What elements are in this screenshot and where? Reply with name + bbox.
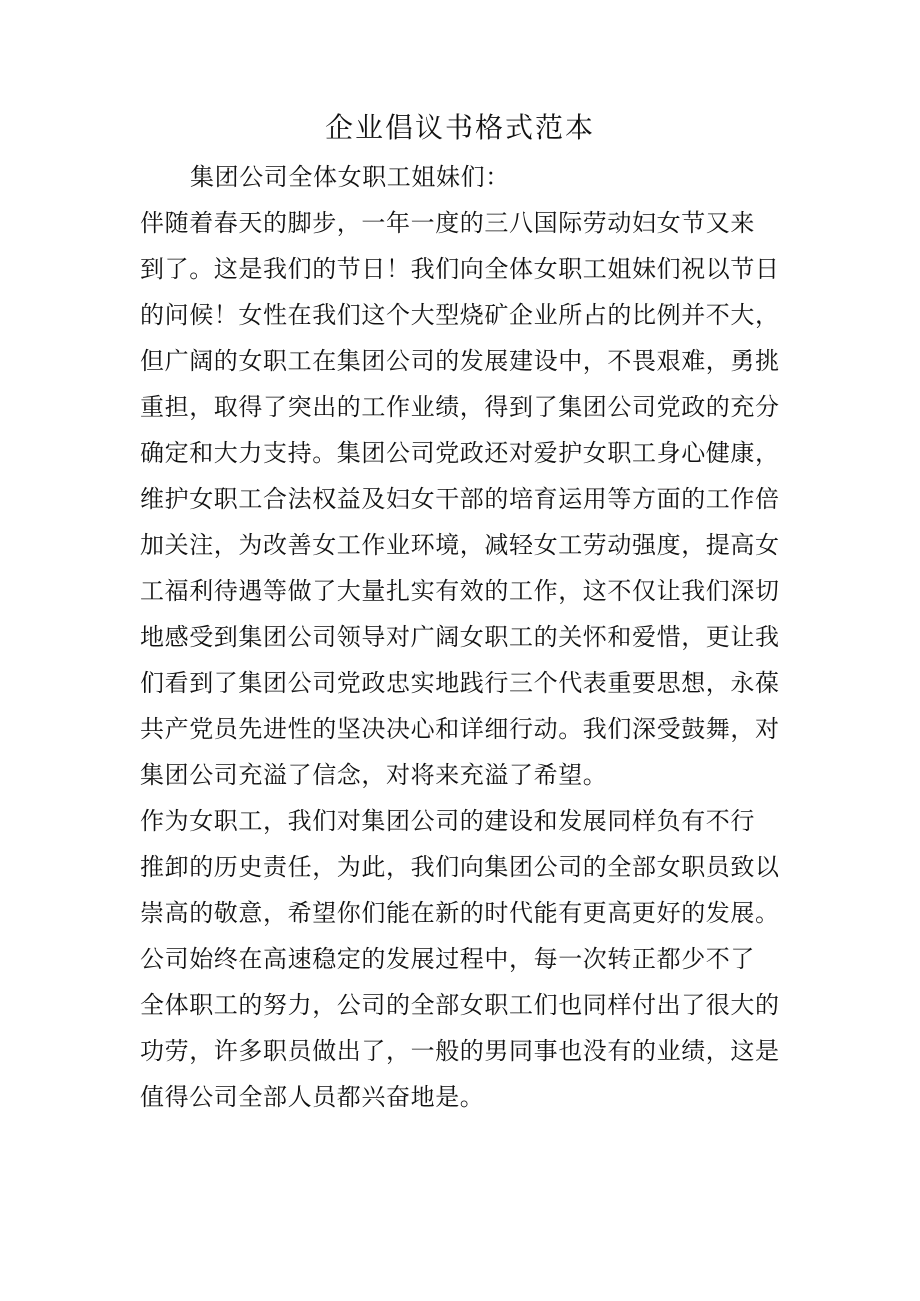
body-line: 但广阔的女职工在集团公司的发展建设中，不畏艰难，勇挑 [140, 347, 780, 375]
body-line: 值得公司全部人员都兴奋地是。 [140, 1083, 485, 1111]
body-line: 公司始终在高速稳定的发展过程中，每一次转正都少不了 [140, 945, 755, 973]
body-line: 的问候！女性在我们这个大型烧矿企业所占的比例并不大， [140, 301, 780, 329]
body-line: 地感受到集团公司领导对广阔女职工的关怀和爱惜，更让我 [140, 623, 780, 651]
body-line: 作为女职工，我们对集团公司的建设和发展同样负有不行 [140, 807, 755, 835]
body-line: 集团公司充溢了信念，对将来充溢了希望。 [140, 761, 608, 789]
body-line: 崇高的敬意，希望你们能在新的时代能有更高更好的发展。 [140, 899, 780, 927]
body-line: 重担，取得了突出的工作业绩，得到了集团公司党政的充分 [140, 393, 780, 421]
salutation-line: 集团公司全体女职工姐妹们： [190, 163, 510, 191]
body-line: 们看到了集团公司党政忠实地践行三个代表重要思想，永葆 [140, 669, 780, 697]
body-line: 确定和大力支持。集团公司党政还对爱护女职工身心健康， [140, 439, 780, 467]
document-body [140, 154, 800, 1120]
body-line: 加关注，为改善女工作业环境，减轻女工劳动强度，提高女 [140, 531, 780, 559]
body-line: 伴随着春天的脚步，一年一度的三八国际劳动妇女节又来 [140, 209, 755, 237]
body-line: 到了。这是我们的节日！我们向全体女职工姐妹们祝以节日 [140, 255, 780, 283]
body-line: 全体职工的努力，公司的全部女职工们也同样付出了很大的 [140, 991, 780, 1019]
body-line: 维护女职工合法权益及妇女干部的培育运用等方面的工作倍 [140, 485, 780, 513]
body-line: 共产党员先进性的坚决决心和详细行动。我们深受鼓舞，对 [140, 715, 780, 743]
document-title: 企业倡议书格式范本 [324, 111, 595, 144]
body-line: 推卸的历史责任，为此，我们向集团公司的全部女职员致以 [140, 853, 780, 881]
body-line: 功劳，许多职员做出了，一般的男同事也没有的业绩，这是 [140, 1037, 780, 1065]
body-line: 工福利待遇等做了大量扎实有效的工作，这不仅让我们深切 [140, 577, 780, 605]
